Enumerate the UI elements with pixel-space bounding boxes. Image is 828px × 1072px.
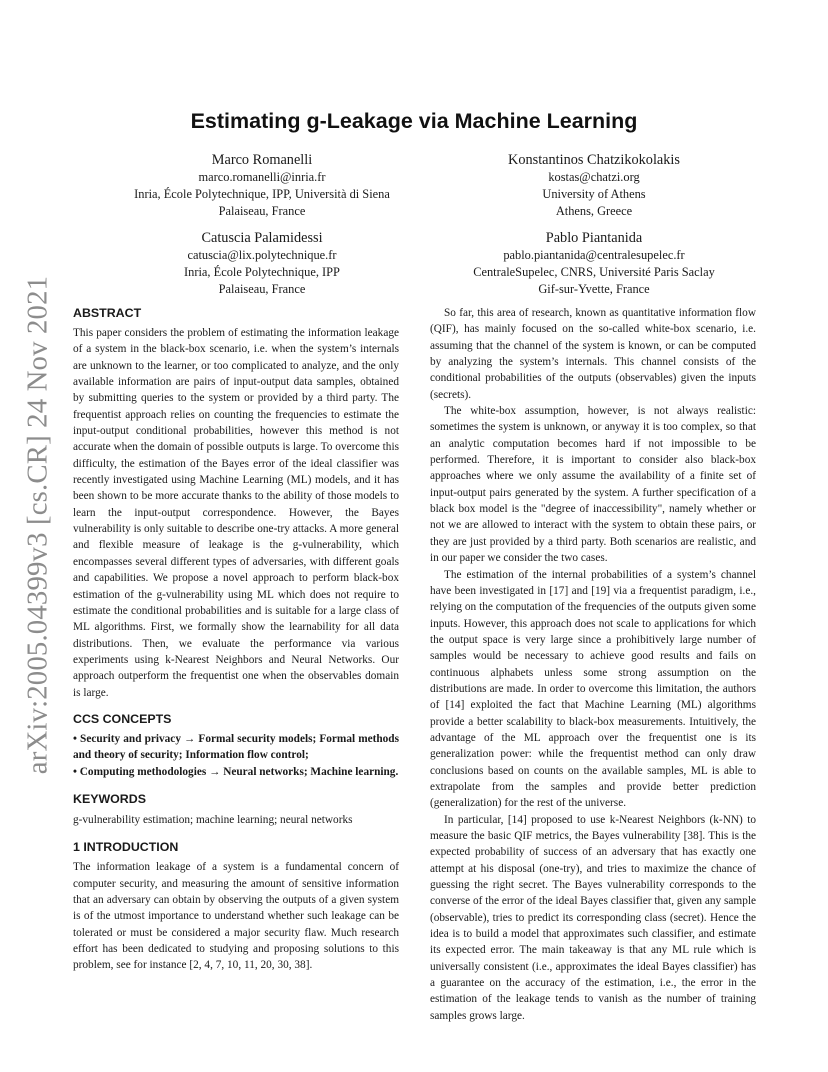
arxiv-stamp xyxy=(18,275,58,775)
author-name: Konstantinos Chatzikokolakis xyxy=(508,152,680,168)
author-email: kostas@chatzi.org xyxy=(548,170,640,184)
author-affiliation: Inria, École Polytechnique, IPP, Università di Siena xyxy=(134,187,390,202)
author-location: Athens, Greece xyxy=(555,204,633,219)
author-block xyxy=(82,151,442,221)
keywords-text: g-vulnerability estimation; machine learning; neural networks xyxy=(73,813,353,826)
author-email: marco.romanelli@inria.fr xyxy=(198,170,326,184)
abstract-heading: ABSTRACT xyxy=(73,306,142,320)
ccs-heading: CCS CONCEPTS xyxy=(73,711,172,726)
paper-title: Estimating g-Leakage via Machine Learning xyxy=(190,109,638,133)
author-affiliation: University of Athens xyxy=(542,187,646,202)
intro-paragraph-2: So far, this area of research, known as quantitative information flow (QIF), has mainly focused on the so-called white-box scenario, i.e. assuming that the channel of the system is known, or can be computed by analyzing the system’s internals. This channel consists of the conditional probabilities of the outputs (observables) given the inputs (secrets). xyxy=(430,307,756,401)
intro-paragraph-1: The information leakage of a system is a fundamental concern of computer security, and measuring the amount of sensitive information that an adversary can obtain by observing the outputs of a given system is of the utmost importance to understand whether such leakage can be tolerated or must be considered a major security flaw. Much research effort has been dedicated to studying and proposing solutions to this problem, see for instance [2, 4, 7, 10, 11, 20, 30, 38]. xyxy=(73,861,399,972)
intro-paragraph-5: In particular, [14] proposed to use k-Nearest Neighbors (k-NN) to measure the basic QIF metrics, the Bayes vulnerability [38]. This is the expected probability of success of an adversary that has exactly one attempt at his disposal (one-try), and tries to maximize the chance of guessing the right secret. The Bayes vulnerability corresponds to the converse of the error of the ideal Bayes classifier that, given any sample (observable), tries to predict its corresponding class (secret). Hence the idea is to build a model that approximates such classifier, and estimate its expected error. The main takeaway is that any ML rule which is universally consistent (i.e., approximates the ideal Bayes classifier) has a guarantee on the accuracy of the estimation, i.e., the error in the estimation of the leakage tends to vanish as the number of training samples grows large. xyxy=(430,813,756,1022)
author-email: pablo.piantanida@centralesupelec.fr xyxy=(503,248,685,262)
intro-paragraph-4: The estimation of the internal probabilities of a system’s channel have been investigated in [17] and [19] via a frequentist paradigm, i.e., relying on the computation of the frequencies of the outputs given some inputs. However, this approach does not scale to applications for which the output space is very large since a prohibitively large number of samples would be necessary to achieve good results and fails on continuous alphabets unless some strong assumption on the distributions are made. In order to overcome this limitation, the authors of [14] exploited the fact that Machine Learning (ML) algorithms provide a better scalability to black-box measurements. Intuitively, the advantage of the ML approach over the frequentist one is its generalization power: while the frequentist method can only draw conclusions based on counts on the available samples, ML is able to extrapolate from the samples and provide better prediction (generalization) for the rest of the universe. xyxy=(430,568,756,810)
keywords-heading: KEYWORDS xyxy=(73,791,146,806)
arxiv-identifier: arXiv:2005.04399v3 [cs.CR] 24 Nov 2021 xyxy=(21,275,54,775)
author-name: Catuscia Palamidessi xyxy=(201,230,323,246)
left-column xyxy=(73,305,399,974)
intro-paragraph-3: The white-box assumption, however, is not always realistic: sometimes the system is unknown, or anyway it is too complex, so that an analytic computation becomes hard if not impossible to be performed. Therefore, it is important to consider also black-box approaches where we only assume the availability of a finite set of input-output pairs generated by the system. A further specification of a black box model is the "degree of inaccessibility", namely whether or not we are allowed to interact with the system to obtain these pairs, or they are just provided by a third party. Both scenarios are realistic, and in our paper we consider the two cases. xyxy=(430,405,756,565)
author-block xyxy=(414,229,774,299)
author-email: catuscia@lix.polytechnique.fr xyxy=(187,248,337,262)
ccs-concept-security: • Security and privacy → Formal security models; Formal methods and theory of security; Information flow control; xyxy=(73,732,399,762)
author-affiliation: CentraleSupelec, CNRS, Université Paris Saclay xyxy=(473,265,715,280)
author-block xyxy=(414,151,774,221)
author-location: Gif-sur-Yvette, France xyxy=(538,282,650,297)
author-name: Marco Romanelli xyxy=(211,152,313,168)
right-column xyxy=(430,305,756,1024)
author-name: Pablo Piantanida xyxy=(545,230,643,246)
author-location: Palaiseau, France xyxy=(218,204,306,219)
author-location: Palaiseau, France xyxy=(218,282,306,297)
author-affiliation: Inria, École Polytechnique, IPP xyxy=(184,265,340,280)
introduction-heading: 1 INTRODUCTION xyxy=(73,840,179,855)
ccs-concept-computing: • Computing methodologies → Neural networks; Machine learning. xyxy=(73,765,399,778)
abstract-text: This paper considers the problem of estimating the information leakage of a system in the black-box scenario, i.e. when the system’s internals are unknown to the learner, or too complicated to analyze, and the only available information are pairs of input-output data samples, obtained by submitting queries to the system or provided by a third party. The frequentist approach relies on counting the frequencies to estimate the input-output conditional probabilities, however this method is not accurate when the domain of possible outputs is large. To overcome this difficulty, the estimation of the Bayes error of the ideal classifier was recently investigated using Machine Learning (ML) models, and it has been shown to be more accurate thanks to the ability of those models to learn the input-output correspondence. However, the Bayes vulnerability is only suitable to describe one-try attacks. A more general and flexible measure of leakage is the g-vulnerability, which encompasses several different types of adversaries, with different goals and capabilities. We propose a novel approach to perform black-box estimation of the g-vulnerability using ML which does not require to estimate the conditional probabilities and is suitable for a large class of ML algorithms. First, we formally show the learnability for all data distributions. Then, we evaluate the performance via various experiments using k-Nearest Neighbors and Neural Networks. Our approach outperform the frequentist one when the observables domain is large. xyxy=(73,327,399,699)
author-block xyxy=(82,229,442,299)
